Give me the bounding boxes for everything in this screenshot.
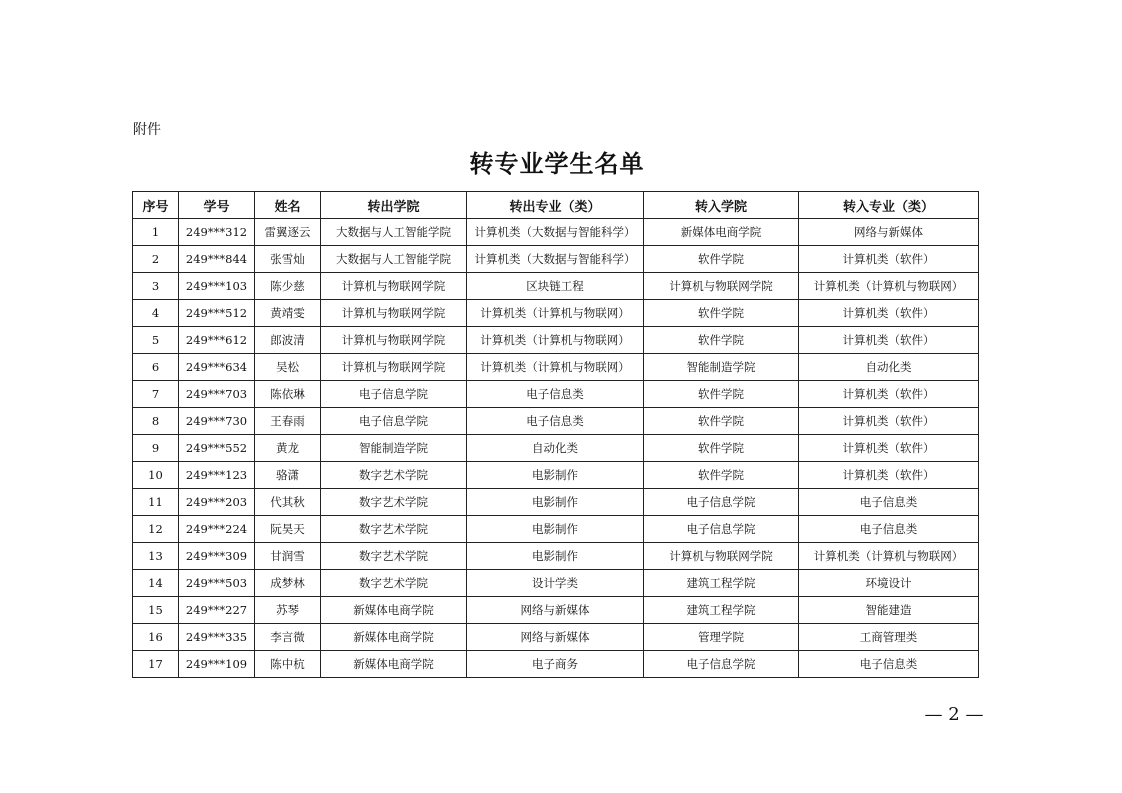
cell-serial: 4 — [133, 300, 179, 327]
cell-name: 甘润雪 — [255, 543, 321, 570]
cell-from-major: 网络与新媒体 — [467, 624, 644, 651]
cell-to-college: 电子信息学院 — [644, 489, 799, 516]
cell-to-major: 计算机类（计算机与物联网） — [799, 273, 979, 300]
cell-from-college: 新媒体电商学院 — [321, 651, 467, 678]
cell-serial: 2 — [133, 246, 179, 273]
cell-student-id: 249***309 — [179, 543, 255, 570]
header-serial: 序号 — [133, 192, 179, 219]
table-row — [133, 327, 979, 354]
cell-serial: 10 — [133, 462, 179, 489]
cell-from-college: 电子信息学院 — [321, 408, 467, 435]
cell-to-college: 软件学院 — [644, 462, 799, 489]
cell-from-major: 电子信息类 — [467, 381, 644, 408]
table-row — [133, 435, 979, 462]
cell-name: 骆潇 — [255, 462, 321, 489]
page-number: — 2 — — [924, 704, 984, 725]
cell-to-major: 网络与新媒体 — [799, 219, 979, 246]
cell-student-id: 249***512 — [179, 300, 255, 327]
table-row — [133, 273, 979, 300]
cell-from-college: 数字艺术学院 — [321, 462, 467, 489]
cell-to-college: 软件学院 — [644, 381, 799, 408]
cell-from-college: 数字艺术学院 — [321, 516, 467, 543]
cell-to-college: 软件学院 — [644, 408, 799, 435]
cell-from-major: 设计学类 — [467, 570, 644, 597]
cell-from-major: 自动化类 — [467, 435, 644, 462]
cell-name: 阮昊天 — [255, 516, 321, 543]
table-body — [133, 219, 979, 678]
header-student-id: 学号 — [179, 192, 255, 219]
cell-name: 郎波清 — [255, 327, 321, 354]
cell-student-id: 249***227 — [179, 597, 255, 624]
cell-to-college: 新媒体电商学院 — [644, 219, 799, 246]
table-row — [133, 408, 979, 435]
cell-to-major: 计算机类（软件） — [799, 381, 979, 408]
cell-from-college: 数字艺术学院 — [321, 570, 467, 597]
cell-student-id: 249***503 — [179, 570, 255, 597]
table-row — [133, 381, 979, 408]
cell-student-id: 249***730 — [179, 408, 255, 435]
cell-from-college: 计算机与物联网学院 — [321, 300, 467, 327]
table-row — [133, 570, 979, 597]
cell-serial: 14 — [133, 570, 179, 597]
cell-student-id: 249***103 — [179, 273, 255, 300]
cell-to-major: 电子信息类 — [799, 651, 979, 678]
cell-name: 雷翼逐云 — [255, 219, 321, 246]
transfer-student-table — [132, 191, 979, 678]
cell-to-major: 计算机类（软件） — [799, 246, 979, 273]
cell-from-college: 数字艺术学院 — [321, 543, 467, 570]
table-row — [133, 516, 979, 543]
cell-to-college: 建筑工程学院 — [644, 570, 799, 597]
cell-to-college: 建筑工程学院 — [644, 597, 799, 624]
document-title: 转专业学生名单 — [469, 150, 645, 178]
cell-from-college: 计算机与物联网学院 — [321, 327, 467, 354]
cell-from-major: 计算机类（计算机与物联网） — [467, 354, 644, 381]
cell-to-college: 管理学院 — [644, 624, 799, 651]
cell-to-major: 计算机类（软件） — [799, 300, 979, 327]
cell-from-major: 计算机类（大数据与智能科学） — [467, 246, 644, 273]
attachment-label: 附件 — [133, 122, 161, 138]
cell-to-college: 软件学院 — [644, 246, 799, 273]
cell-from-major: 网络与新媒体 — [467, 597, 644, 624]
cell-serial: 13 — [133, 543, 179, 570]
cell-serial: 1 — [133, 219, 179, 246]
cell-student-id: 249***634 — [179, 354, 255, 381]
cell-name: 陈中杭 — [255, 651, 321, 678]
cell-from-college: 大数据与人工智能学院 — [321, 246, 467, 273]
table-row — [133, 246, 979, 273]
cell-to-major: 计算机类（软件） — [799, 327, 979, 354]
cell-serial: 7 — [133, 381, 179, 408]
cell-to-major: 电子信息类 — [799, 516, 979, 543]
cell-from-college: 计算机与物联网学院 — [321, 354, 467, 381]
cell-student-id: 249***703 — [179, 381, 255, 408]
cell-from-major: 电影制作 — [467, 489, 644, 516]
cell-from-college: 大数据与人工智能学院 — [321, 219, 467, 246]
header-name: 姓名 — [255, 192, 321, 219]
cell-serial: 12 — [133, 516, 179, 543]
cell-to-major: 环境设计 — [799, 570, 979, 597]
cell-to-college: 软件学院 — [644, 327, 799, 354]
header-from-college: 转出学院 — [321, 192, 467, 219]
cell-from-major: 电影制作 — [467, 543, 644, 570]
table-row — [133, 300, 979, 327]
cell-serial: 16 — [133, 624, 179, 651]
cell-to-college: 智能制造学院 — [644, 354, 799, 381]
table-row — [133, 489, 979, 516]
table-row — [133, 219, 979, 246]
cell-student-id: 249***335 — [179, 624, 255, 651]
cell-serial: 8 — [133, 408, 179, 435]
cell-name: 苏琴 — [255, 597, 321, 624]
cell-student-id: 249***224 — [179, 516, 255, 543]
cell-to-college: 软件学院 — [644, 435, 799, 462]
cell-serial: 15 — [133, 597, 179, 624]
cell-student-id: 249***123 — [179, 462, 255, 489]
cell-from-college: 新媒体电商学院 — [321, 624, 467, 651]
table-row — [133, 462, 979, 489]
cell-student-id: 249***109 — [179, 651, 255, 678]
cell-to-major: 计算机类（计算机与物联网） — [799, 543, 979, 570]
cell-name: 陈依琳 — [255, 381, 321, 408]
cell-from-major: 计算机类（大数据与智能科学） — [467, 219, 644, 246]
cell-to-major: 计算机类（软件） — [799, 435, 979, 462]
header-to-college: 转入学院 — [644, 192, 799, 219]
cell-from-major: 计算机类（计算机与物联网） — [467, 327, 644, 354]
cell-student-id: 249***312 — [179, 219, 255, 246]
cell-to-major: 计算机类（软件） — [799, 408, 979, 435]
cell-from-major: 区块链工程 — [467, 273, 644, 300]
cell-to-major: 智能建造 — [799, 597, 979, 624]
cell-student-id: 249***203 — [179, 489, 255, 516]
cell-student-id: 249***612 — [179, 327, 255, 354]
cell-from-college: 智能制造学院 — [321, 435, 467, 462]
cell-name: 吴松 — [255, 354, 321, 381]
cell-name: 黄靖雯 — [255, 300, 321, 327]
cell-from-major: 电子商务 — [467, 651, 644, 678]
cell-serial: 6 — [133, 354, 179, 381]
table-row — [133, 543, 979, 570]
cell-name: 陈少慈 — [255, 273, 321, 300]
cell-student-id: 249***552 — [179, 435, 255, 462]
cell-to-college: 电子信息学院 — [644, 651, 799, 678]
cell-to-major: 自动化类 — [799, 354, 979, 381]
cell-name: 代其秋 — [255, 489, 321, 516]
cell-to-major: 电子信息类 — [799, 489, 979, 516]
table-header-row — [133, 192, 979, 219]
header-from-major: 转出专业（类） — [467, 192, 644, 219]
cell-student-id: 249***844 — [179, 246, 255, 273]
cell-serial: 9 — [133, 435, 179, 462]
cell-from-college: 新媒体电商学院 — [321, 597, 467, 624]
cell-name: 张雪灿 — [255, 246, 321, 273]
cell-from-major: 电影制作 — [467, 462, 644, 489]
cell-from-major: 计算机类（计算机与物联网） — [467, 300, 644, 327]
cell-from-college: 计算机与物联网学院 — [321, 273, 467, 300]
header-to-major: 转入专业（类） — [799, 192, 979, 219]
cell-name: 成梦林 — [255, 570, 321, 597]
cell-name: 王春雨 — [255, 408, 321, 435]
table-row — [133, 597, 979, 624]
cell-to-college: 计算机与物联网学院 — [644, 543, 799, 570]
cell-to-college: 软件学院 — [644, 300, 799, 327]
cell-serial: 17 — [133, 651, 179, 678]
cell-to-major: 工商管理类 — [799, 624, 979, 651]
table-row — [133, 624, 979, 651]
cell-to-college: 电子信息学院 — [644, 516, 799, 543]
cell-to-major: 计算机类（软件） — [799, 462, 979, 489]
cell-to-college: 计算机与物联网学院 — [644, 273, 799, 300]
cell-from-major: 电子信息类 — [467, 408, 644, 435]
cell-from-major: 电影制作 — [467, 516, 644, 543]
cell-name: 黄龙 — [255, 435, 321, 462]
cell-serial: 5 — [133, 327, 179, 354]
cell-name: 李言微 — [255, 624, 321, 651]
cell-serial: 3 — [133, 273, 179, 300]
cell-serial: 11 — [133, 489, 179, 516]
table-row — [133, 651, 979, 678]
cell-from-college: 数字艺术学院 — [321, 489, 467, 516]
cell-from-college: 电子信息学院 — [321, 381, 467, 408]
table-row — [133, 354, 979, 381]
